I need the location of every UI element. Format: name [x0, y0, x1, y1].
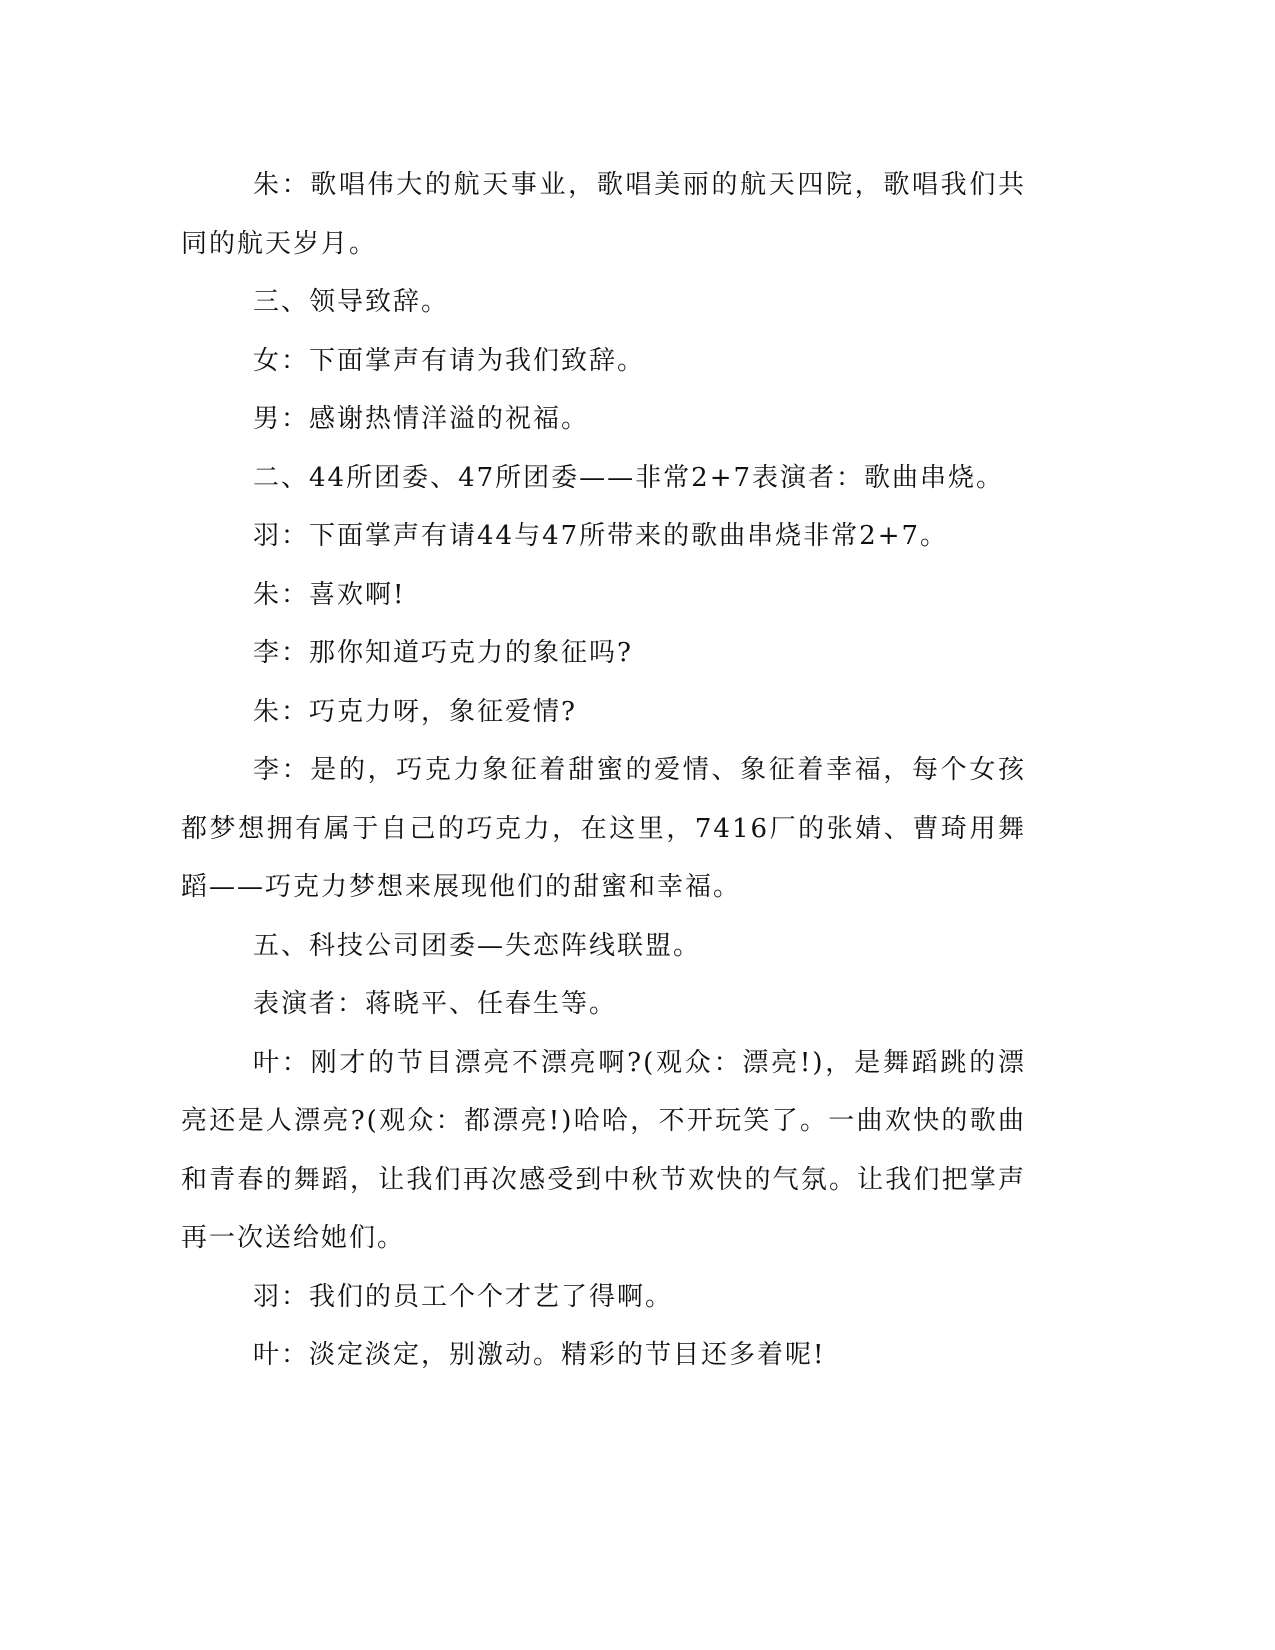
paragraph-2: 三、领导致辞。 — [253, 287, 450, 317]
paragraph-12: 表演者：蒋晓平、任春生等。 — [253, 989, 618, 1019]
paragraph-3: 女：下面掌声有请为我们致辞。 — [253, 345, 646, 376]
paragraph-11: 五、科技公司团委—失恋阵线联盟。 — [253, 930, 702, 961]
paragraph-5: 二、44所团委、47所团委——非常2+7表演者：歌曲串烧。 — [253, 462, 1005, 493]
paragraph-7: 朱：喜欢啊! — [253, 579, 406, 610]
paragraph-15: 叶：淡定淡定，别激动。精彩的节目还多着呢! — [253, 1340, 826, 1370]
paragraph-8: 李：那你知道巧克力的象征吗? — [253, 638, 633, 668]
paragraph-9: 朱：巧克力呀，象征爱情? — [253, 696, 577, 727]
paragraph-10: 李：是的，巧克力象征着甜蜜的爱情、象征着幸福，每个女孩都梦想拥有属于自己的巧克力，在这里，7416厂的张婧、曹琦用舞蹈——巧克力梦想来展现他们的甜蜜和幸福。 — [181, 755, 1026, 902]
paragraph-6: 羽：下面掌声有请44与47所带来的歌曲串烧非常2+7。 — [253, 521, 949, 551]
paragraph-4: 男：感谢热情洋溢的祝福。 — [253, 404, 590, 434]
paragraph-14: 羽：我们的员工个个才艺了得啊。 — [253, 1281, 674, 1312]
document-body — [181, 156, 1026, 1385]
paragraph-1: 朱：歌唱伟大的航天事业，歌唱美丽的航天四院，歌唱我们共同的航天岁月。 — [181, 170, 1026, 259]
paragraph-13: 叶：刚才的节目漂亮不漂亮啊?(观众：漂亮!)，是舞蹈跳的漂亮还是人漂亮?(观众：都漂亮!)哈哈，不开玩笑了。一曲欢快的歌曲和青春的舞蹈，让我们再次感受到中秋节欢快的气氛。让我们把掌声再一次送给她们。 — [181, 1047, 1026, 1253]
